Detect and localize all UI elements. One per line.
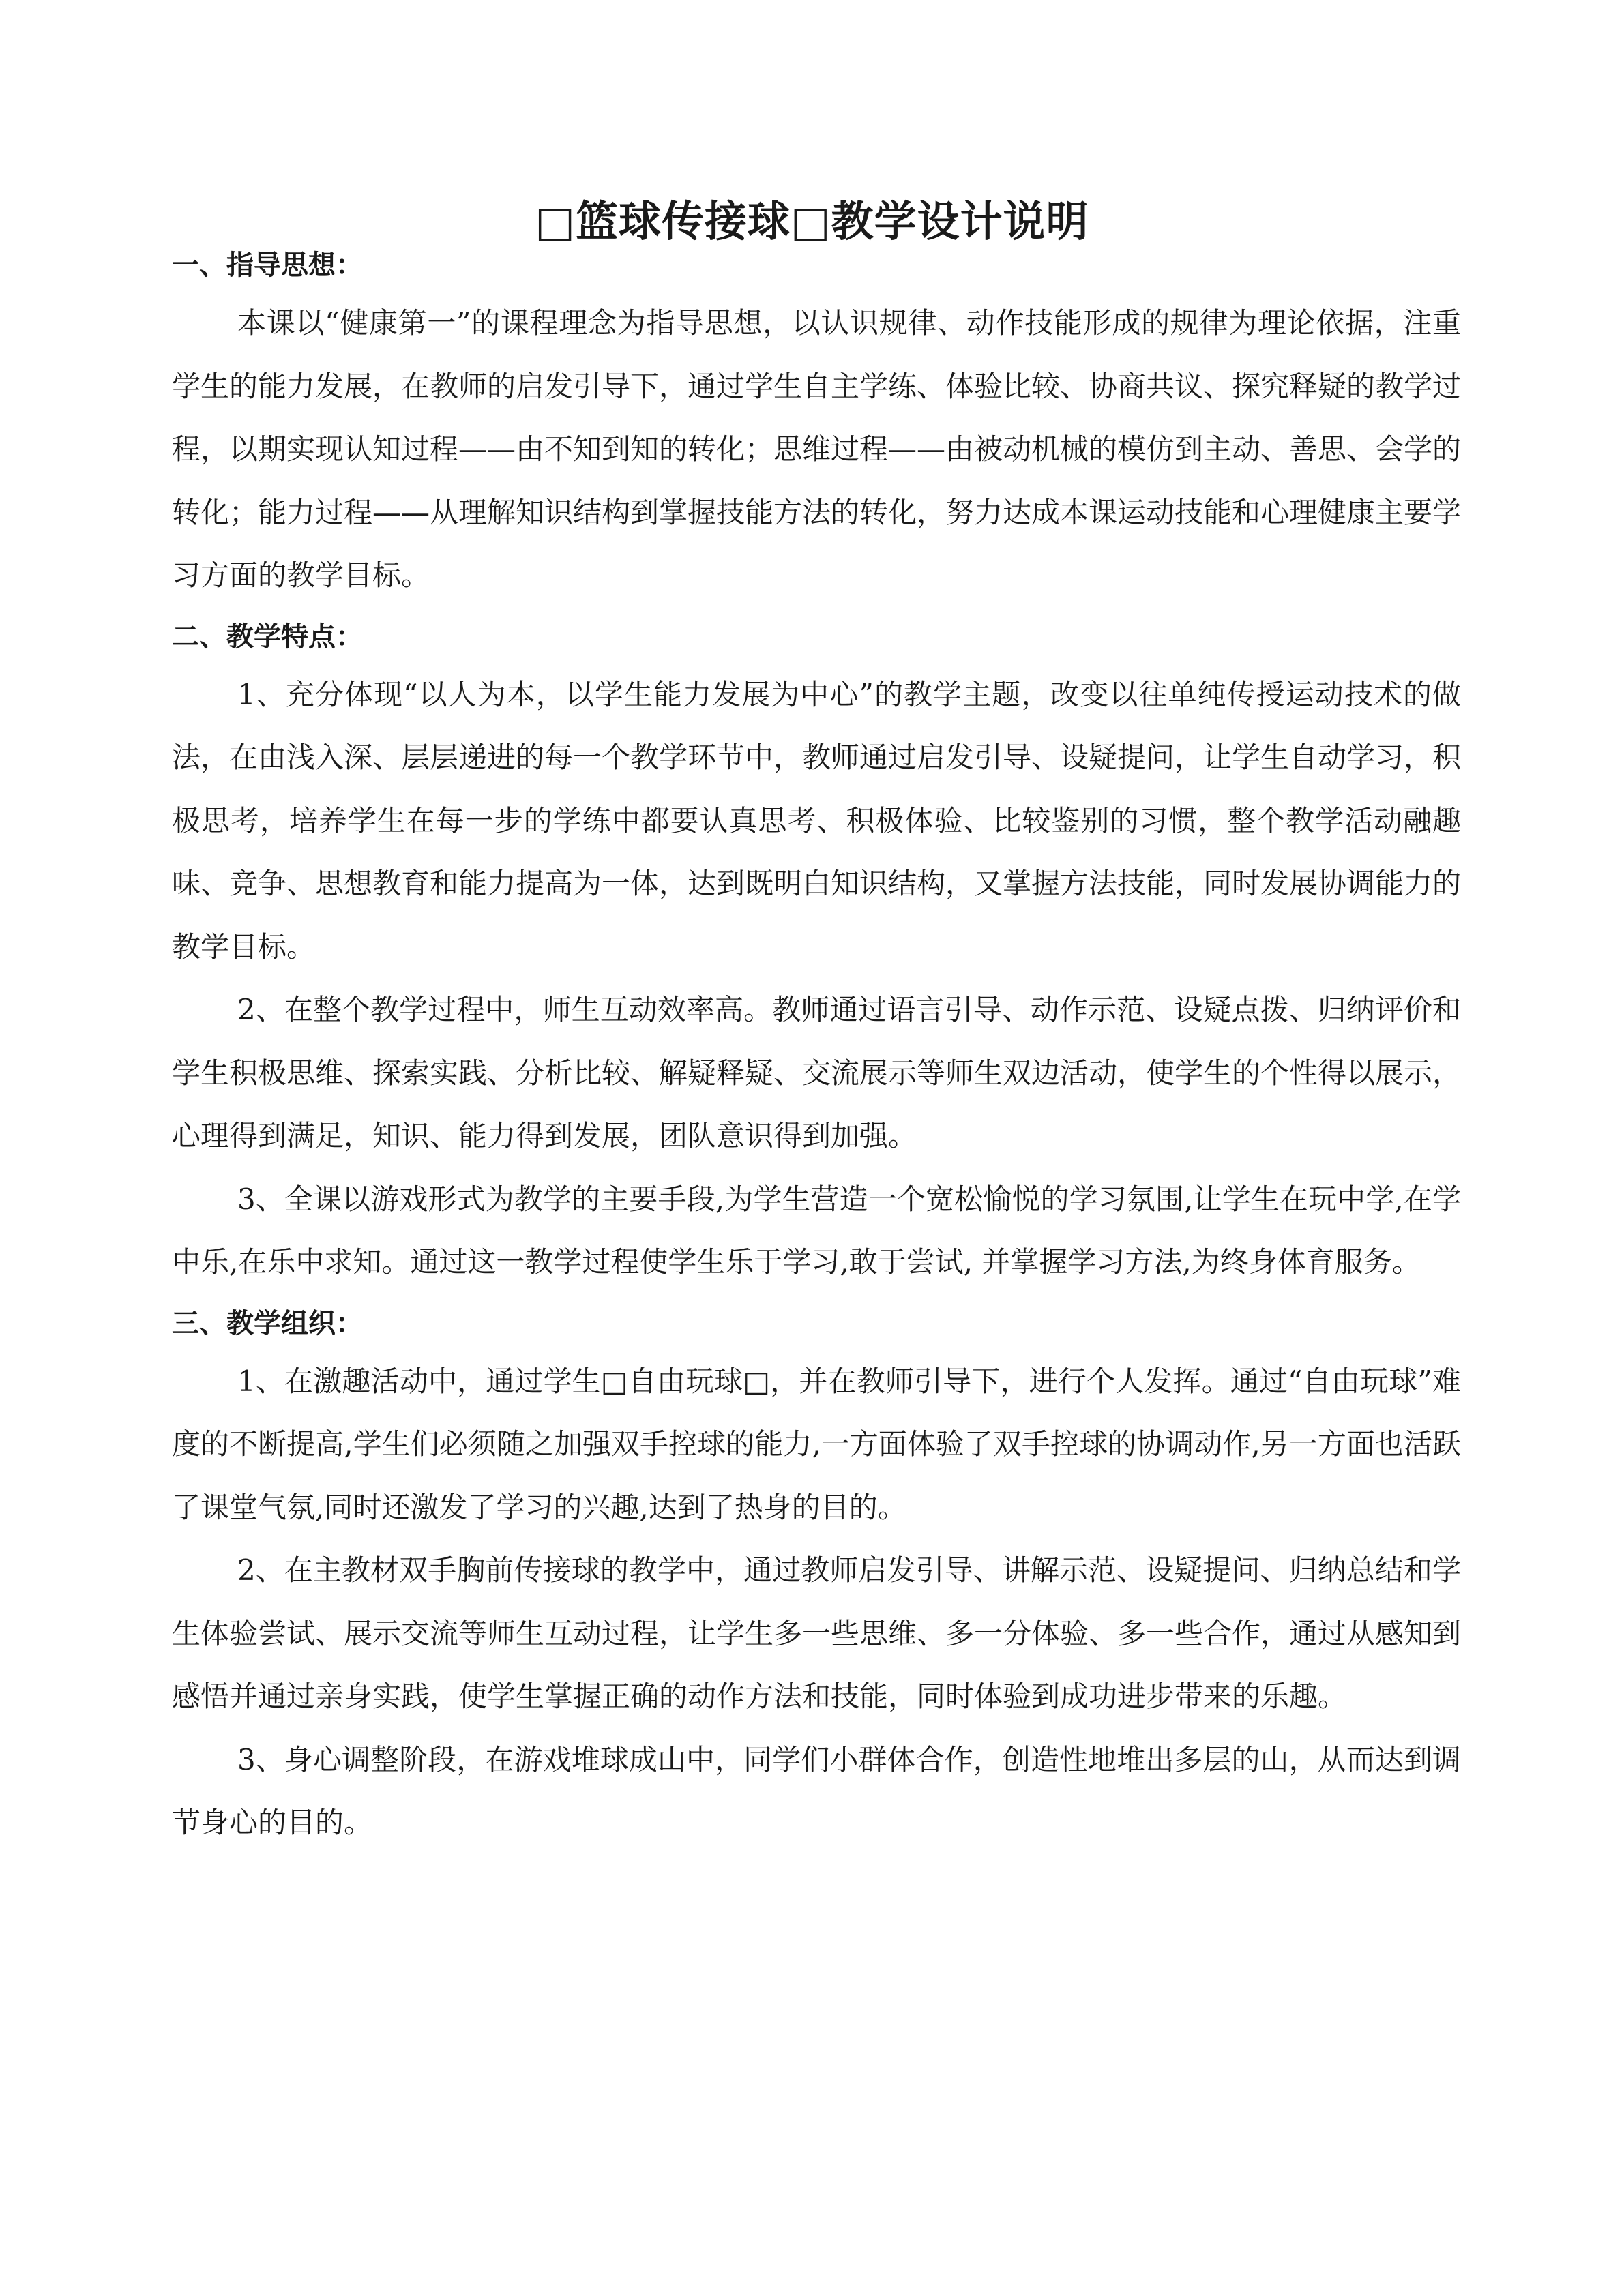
paragraph: 2、在主教材双手胸前传接球的教学中，通过教师启发引导、讲解示范、设疑提问、归纳总结和学生体验尝试、展示交流等师生互动过程，让学生多一些思维、多一分体验、多一些合作，通过从感知到感悟并通过亲身实践，使学生掌握正确的动作方法和技能，同时体验到成功进步带来的乐趣。 [172,1553,1462,1713]
section-teaching-features [172,610,1461,1294]
paragraph: 1、充分体现“以人为本，以学生能力发展为中心”的教学主题，改变以往单纯传授运动技术的做法，在由浅入深、层层递进的每一个教学环节中，教师通过启发引导、设疑提问，让学生自动学习，积极思考，培养学生在每一步的学练中都要认真思考、积极体验、比较鉴别的习惯，整个教学活动融趣味、竞争、思想教育和能力提高为一体，达到既明白知识结构，又掌握方法技能，同时发展协调能力的教学目标。 [172,677,1462,964]
paragraph: 1、在激趣活动中，通过学生□自由玩球□，并在教师引导下，进行个人发挥。通过“自由玩球”难度的不断提高,学生们必须随之加强双手控球的能力,一方面体验了双手控球的协调动作,另一方面也活跃了课堂气氛,同时还激发了学习的兴趣,达到了热身的目的。 [172,1364,1461,1524]
section-heading: 二、教学特点： [172,621,363,653]
page-title: □篮球传接球□教学设计说明 [535,196,1089,246]
section-heading: 三、教学组织： [172,1307,363,1339]
paragraph: 2、在整个教学过程中，师生互动效率高。教师通过语言引导、动作示范、设疑点拨、归纳评价和学生积极思维、探索实践、分析比较、解疑释疑、交流展示等师生双边活动，使学生的个性得以展示，心理得到满足，知识、能力得到发展，团队意识得到加强。 [172,993,1462,1152]
section-teaching-organization [172,1297,1461,1855]
section-guiding-ideology [172,239,1461,608]
paragraph: 3、身心调整阶段，在游戏堆球成山中，同学们小群体合作，创造性地堆出多层的山，从而达到调节身心的目的。 [172,1742,1461,1839]
section-heading: 一、指导思想： [172,250,363,281]
document-body [172,239,1461,1855]
paragraph: 本课以“健康第一”的课程理念为指导思想，以认识规律、动作技能形成的规律为理论依据，注重学生的能力发展，在教师的启发引导下，通过学生自主学练、体验比较、协商共议、探究释疑的教学过程，以期实现认知过程——由不知到知的转化；思维过程——由被动机械的模仿到主动、善思、会学的转化；能力过程——从理解知识结构到掌握技能方法的转化，努力达成本课运动技能和心理健康主要学习方面的教学目标。 [172,306,1462,592]
paragraph: 3、全课以游戏形式为教学的主要手段,为学生营造一个宽松愉悦的学习氛围,让学生在玩中学,在学中乐,在乐中求知。通过这一教学过程使学生乐于学习,敢于尝试, 并掌握学习方法,为终身体育服务。 [172,1182,1461,1279]
